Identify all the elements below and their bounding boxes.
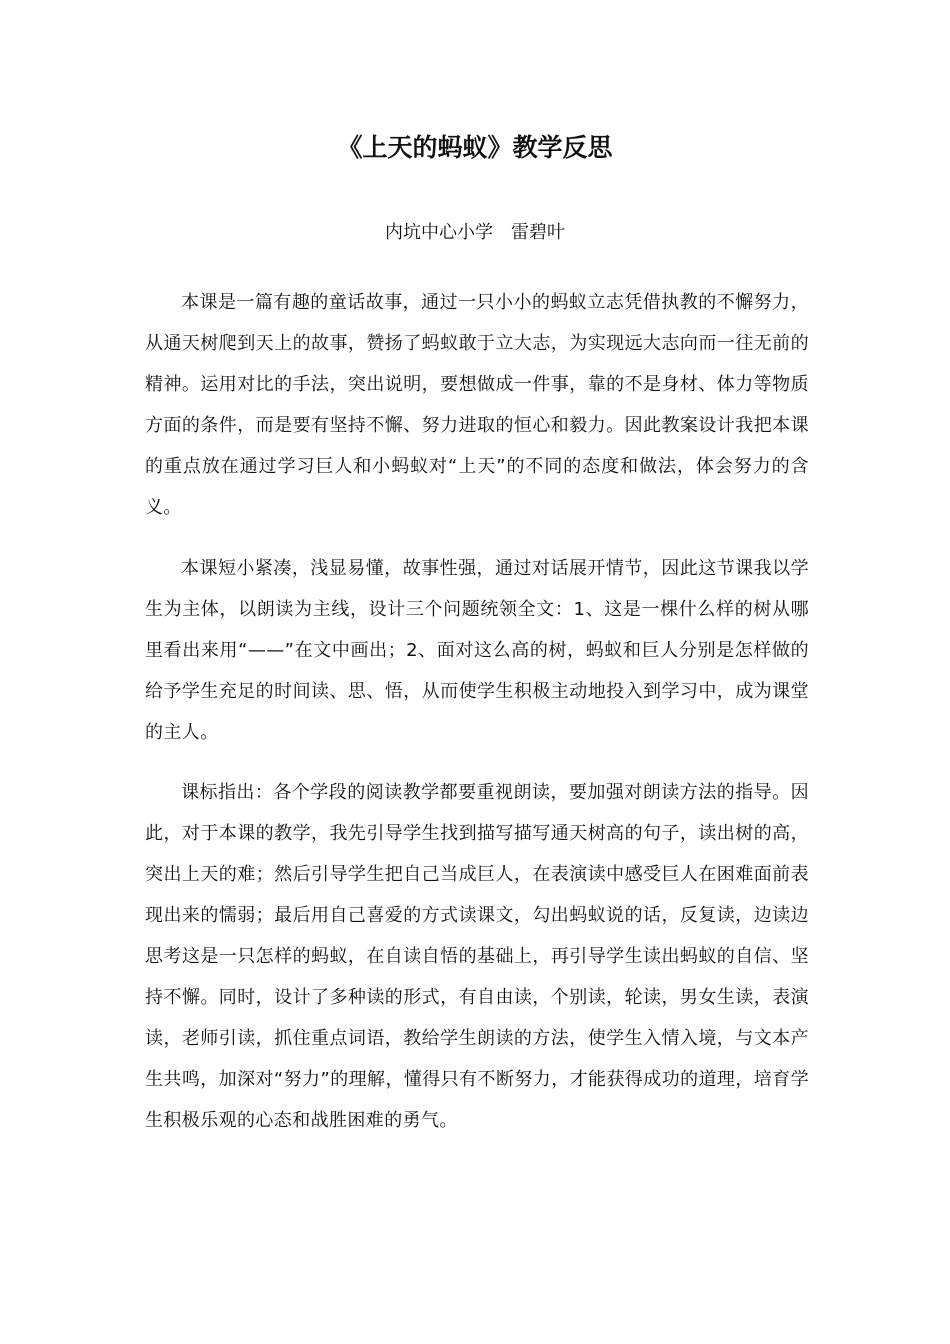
paragraph-3: 课标指出：各个学段的阅读教学都要重视朗读，要加强对朗读方法的指导。因此，对于本课的教学，我先引导学生找到描写描写通天树高的句子，读出树的高，突出上天的难；然后引导学生把自己当成巨人，在表演读中感受巨人在困难面前表现出来的懦弱；最后用自己喜爱的方式读课文，勾出蚂蚁说的话，反复读，边读边思考这是一只怎样的蚂蚁，在自读自悟的基础上，再引导学生读出蚂蚁的自信、坚持不懈。同时，设计了多种读的形式，有自由读，个别读，轮读，男女生读，表演读，老师引读，抓住重点词语，教给学生朗读的方法，使学生入情入境，与文本产生共鸣，加深对“努力”的理解，懂得只有不断努力，才能获得成功的道理，培育学生积极乐观的心态和战胜困难的勇气。 xyxy=(145,782,809,1131)
paragraph-2-block xyxy=(145,548,809,753)
author-line xyxy=(0,218,950,248)
author-name: 雷碧叶 xyxy=(511,222,565,243)
paragraph-2: 本课短小紧凑，浅显易懂，故事性强，通过对话展开情节，因此这节课我以学生为主体，以朗读为主线，设计三个问题统领全文：1、这是一棵什么样的树从哪里看出来用“——”在文中画出；2、面对这么高的树，蚂蚁和巨人分别是怎样做的给予学生充足的时间读、思、悟，从而使学生积极主动地投入到学习中，成为课堂的主人。 xyxy=(145,558,809,743)
paragraph-1: 本课是一篇有趣的童话故事，通过一只小小的蚂蚁立志凭借执教的不懈努力，从通天树爬到天上的故事，赞扬了蚂蚁敢于立大志，为实现远大志向而一往无前的精神。运用对比的手法，突出说明，要想做成一件事，靠的不是身材、体力等物质方面的条件，而是要有坚持不懈、努力进取的恒心和毅力。因此教案设计我把本课的重点放在通过学习巨人和小蚂蚁对“上天”的不同的态度和做法，体会努力的含义。 xyxy=(145,292,809,518)
paragraph-3-block xyxy=(145,772,809,1141)
school-name: 内坑中心小学 xyxy=(385,222,493,243)
paragraph-1-block xyxy=(145,282,809,528)
document-title: 《上天的蚂蚁》教学反思 xyxy=(337,133,613,162)
